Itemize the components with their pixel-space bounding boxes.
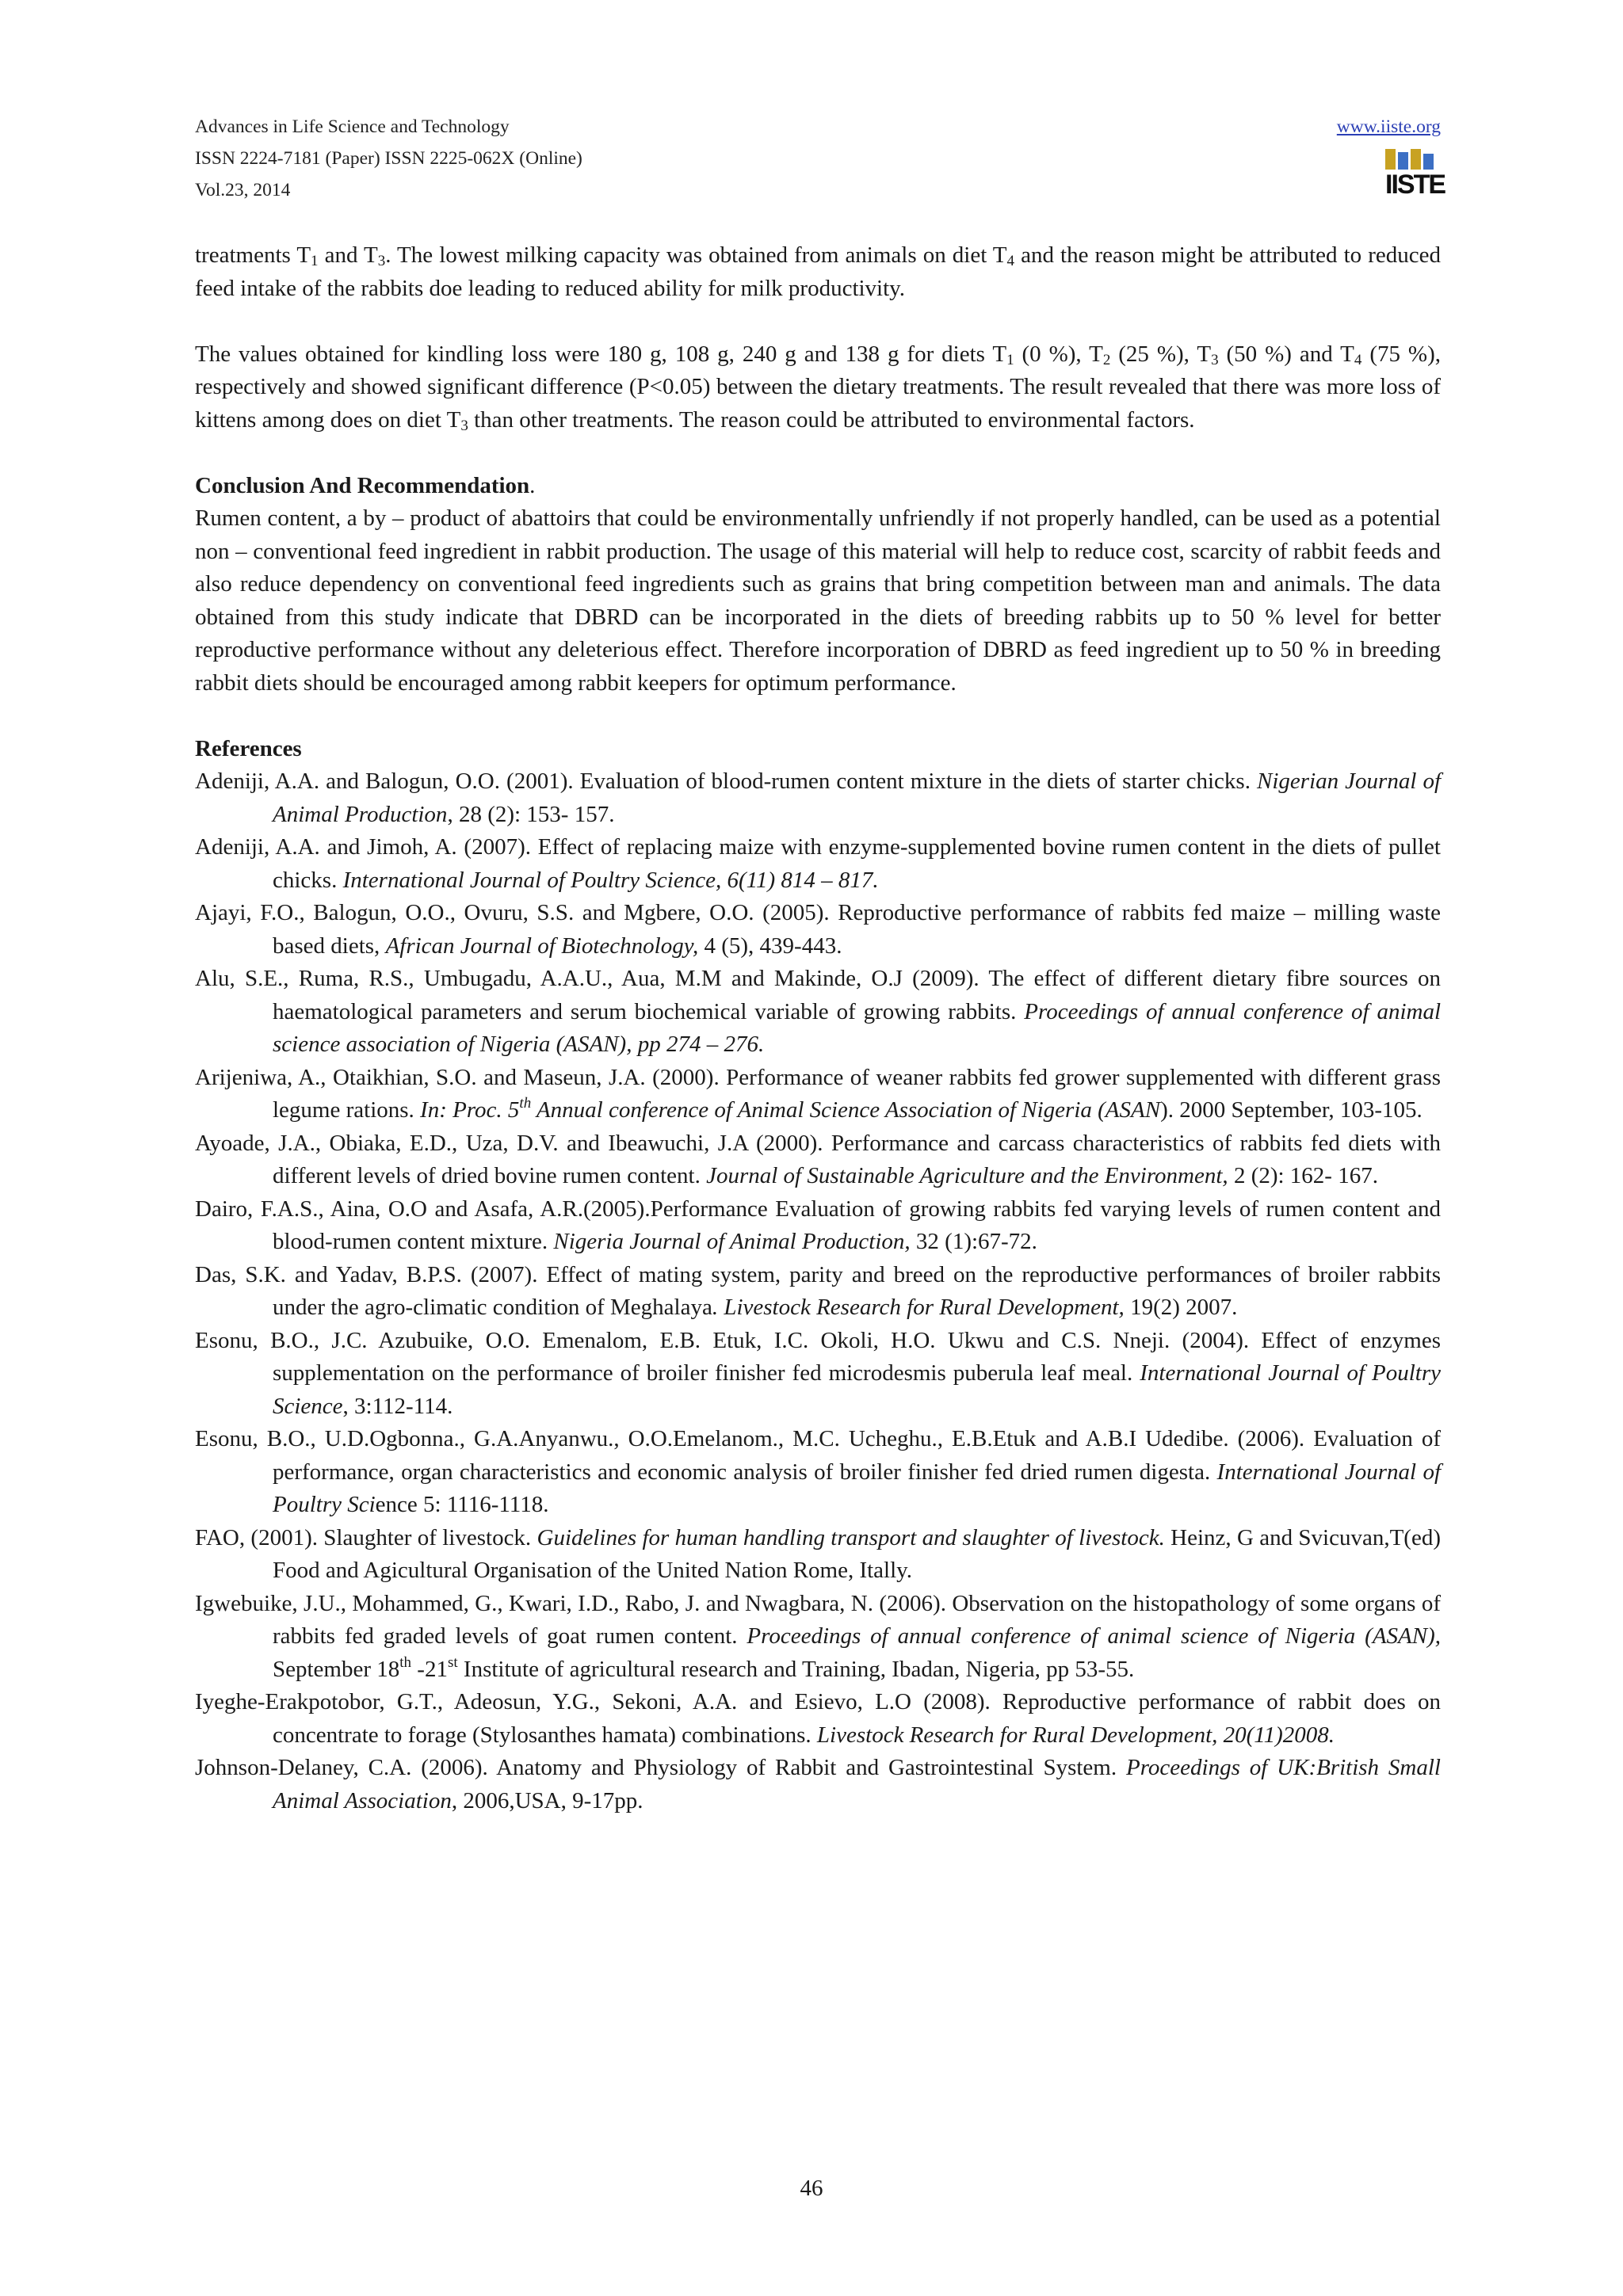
- conclusion-heading: Conclusion And Recommendation.: [195, 472, 536, 498]
- reference-item: Das, S.K. and Yadav, B.P.S. (2007). Effect of mating system, parity and breed on the reproductive performances of broiler rabbits under the agro-climatic condition of Meghalaya. Livestock Research for Rural Development, 19(2) 2007.: [195, 1261, 1441, 1320]
- reference-item: Johnson-Delaney, C.A. (2006). Anatomy and Physiology of Rabbit and Gastrointestinal System. Proceedings of UK:British Small Animal Association, 2006,USA, 9-17pp.: [195, 1755, 1441, 1814]
- reference-item: Iyeghe-Erakpotobor, G.T., Adeosun, Y.G., Sekoni, A.A. and Esievo, L.O (2008). Reproductive performance of rabbit does on concentrate to forage (Stylosanthes hamata) combinations. Livestock Research for Rural Development, 20(11)2008.: [195, 1689, 1441, 1748]
- reference-item: Esonu, B.O., U.D.Ogbonna., G.A.Anyanwu., O.O.Emelanom., M.C. Ucheghu., E.B.Etuk and A.B.I Udedibe. (2006). Evaluation of performance, organ characteristics and economic analysis of broiler finisher fed dried rumen digesta. International Journal of Poultry Science 5: 1116-1118.: [195, 1426, 1441, 1517]
- references-heading: References: [195, 735, 302, 761]
- reference-item: Esonu, B.O., J.C. Azubuike, O.O. Emenalom, E.B. Etuk, I.C. Okoli, H.O. Ukwu and C.S. Nneji. (2004). Effect of enzymes supplementation on the performance of broiler finisher fed microdesmis puberula leaf meal. International Journal of Poultry Science, 3:112-114.: [195, 1327, 1441, 1419]
- reference-item: Arijeniwa, A., Otaikhian, S.O. and Maseun, J.A. (2000). Performance of weaner rabbits fed grower supplemented with different grass legume rations. In: Proc. 5th Annual conference of Animal Science Association of Nigeria (ASAN). 2000 September, 103-105.: [195, 1064, 1441, 1123]
- issn-line: ISSN 2224-7181 (Paper) ISSN 2225-062X (Online): [195, 148, 582, 169]
- reference-item: Adeniji, A.A. and Jimoh, A. (2007). Effect of replacing maize with enzyme-supplemented bovine rumen content in the diets of pullet chicks. International Journal of Poultry Science, 6(11) 814 – 817.: [195, 834, 1441, 893]
- reference-item: Dairo, F.A.S., Aina, O.O and Asafa, A.R.(2005).Performance Evaluation of growing rabbits fed varying levels of rumen content and blood-rumen content mixture. Nigeria Journal of Animal Production, 32 (1):67-72.: [195, 1196, 1441, 1254]
- page-number: 46: [800, 2176, 823, 2201]
- journal-website-link[interactable]: www.iiste.org: [1336, 116, 1441, 137]
- logo-wordmark: IISTE: [1385, 170, 1445, 200]
- volume-line: Vol.23, 2014: [195, 180, 291, 200]
- conclusion-paragraph: Rumen content, a by – product of abattoirs that could be environmentally unfriendly if not properly handled, can be used as a potential non – conventional feed ingredient in rabbit production. The usage of this material will help to reduce cost, scarcity of rabbit feeds and also reduce dependency on conventional feed ingredients such as grains that bring competition between man and animals. The data obtained from this study indicate that DBRD can be incorporated in the diets of breeding rabbits up to 50 % level for better reproductive performance without any deleterious effect. Therefore incorporation of DBRD as feed ingredient up to 50 % in breeding rabbit diets should be encouraged among rabbit keepers for optimum performance.: [195, 505, 1441, 696]
- reference-item: Ajayi, F.O., Balogun, O.O., Ovuru, S.S. and Mgbere, O.O. (2005). Reproductive performance of rabbits fed maize – milling waste based diets, African Journal of Biotechnology, 4 (5), 439-443.: [195, 900, 1441, 959]
- logo-bars-icon: [1385, 149, 1438, 170]
- reference-item: Alu, S.E., Ruma, R.S., Umbugadu, A.A.U., Aua, M.M and Makinde, O.J (2009). The effect of different dietary fibre sources on haematological parameters and serum biochemical variable of growing rabbits. Proceedings of annual conference of animal science association of Nigeria (ASAN), pp 274 – 276.: [195, 966, 1442, 1057]
- paragraph-milking: treatments $T_1$ and $T_3$. The lowest milking capacity was obtained from animals on diet $T_4$ and the reason might be attributed to reduced feed intake of the rabbits doe leading to reduced ability for milk productivity.: [195, 242, 1442, 301]
- iiste-logo: [1385, 149, 1445, 206]
- journal-name: Advances in Life Science and Technology: [195, 116, 510, 137]
- reference-item: Igwebuike, J.U., Mohammed, G., Kwari, I.D., Rabo, J. and Nwagbara, N. (2006). Observation on the histopathology of some organs of rabbits fed graded levels of goat rumen content. Proceedings of annual conference of animal science of Nigeria (ASAN), September 18th -21st Institute of agricultural research and Training, Ibadan, Nigeria, pp 53-55.: [195, 1590, 1441, 1682]
- article-body: [195, 239, 1441, 1817]
- reference-item: Ayoade, J.A., Obiaka, E.D., Uza, D.V. and Ibeawuchi, J.A (2000). Performance and carcass characteristics of rabbits fed diets with different levels of dried bovine rumen content. Journal of Sustainable Agriculture and the Environment, 2 (2): 162- 167.: [195, 1130, 1441, 1188]
- paragraph-kindling-loss: The values obtained for kindling loss were 180 g, 108 g, 240 g and 138 g for diets $T_1$ (0 %), $T_2$ (25 %), $T_3$ (50 %) and $T_4$ (75 %), respectively and showed significant difference (P<0.05) between the dietary treatments. The result revealed that there was more loss of kittens among does on diet $T_3$ than other treatments. The reason could be attributed to environmental factors.: [195, 341, 1441, 434]
- page-header: [195, 111, 1445, 214]
- reference-item: Adeniji, A.A. and Balogun, O.O. (2001). Evaluation of blood-rumen content mixture in the diets of starter chicks. Nigerian Journal of Animal Production, 28 (2): 153- 157.: [195, 769, 1441, 827]
- reference-item: FAO, (2001). Slaughter of livestock. Guidelines for human handling transport and slaughter of livestock. Heinz, G and Svicuvan,T(ed) Food and Agicultural Organisation of the United Nation Rome, Itally.: [195, 1524, 1441, 1583]
